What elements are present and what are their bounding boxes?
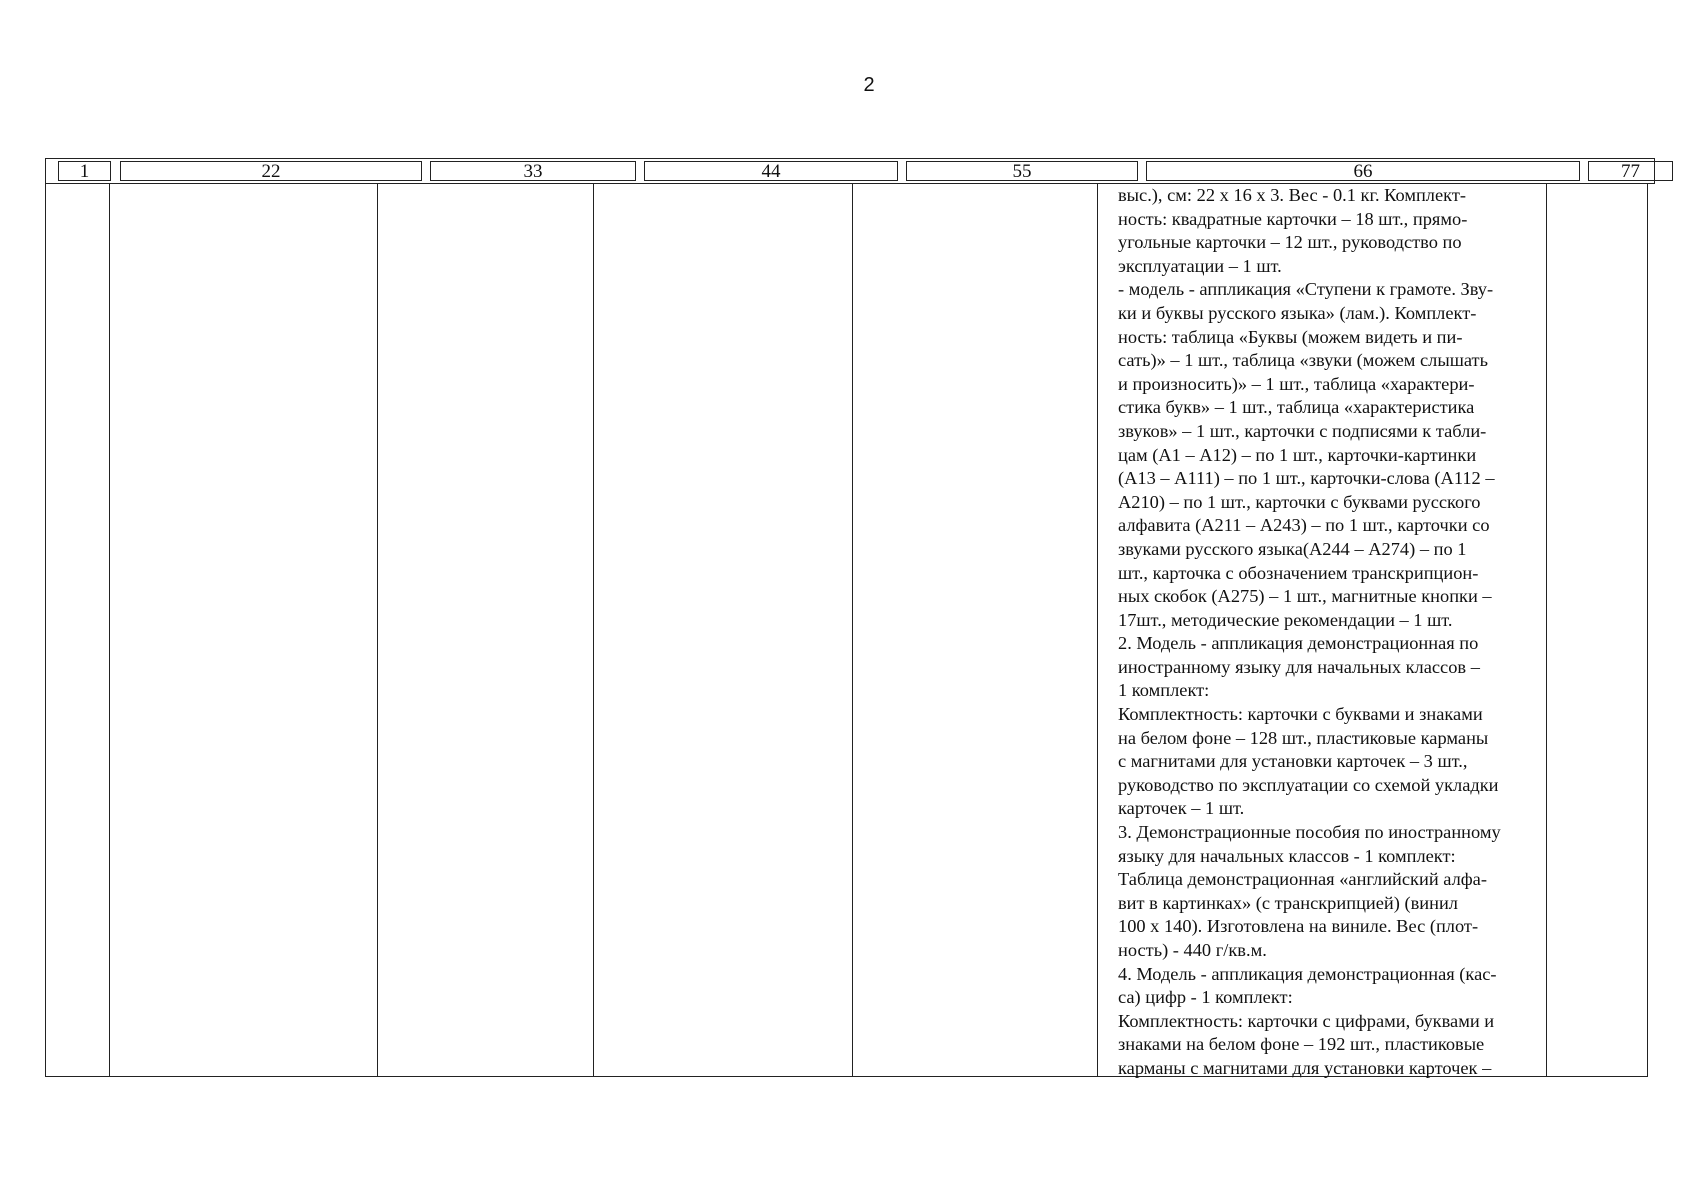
- description-line: А210) – по 1 шт., карточки с буквами русского: [1118, 491, 1481, 512]
- column-divider: [852, 184, 853, 1076]
- description-line: знаками на белом фоне – 192 шт., пластиковые: [1118, 1034, 1485, 1055]
- description-line: звуками русского языка(А244 – А274) – по 1: [1118, 538, 1467, 559]
- column-divider: [377, 184, 378, 1076]
- description-line: (А13 – А111) – по 1 шт., карточки-слова (А112 –: [1118, 468, 1495, 489]
- description-line: руководство по эксплуатации со схемой укладки: [1118, 774, 1499, 795]
- description-line: языку для начальных классов - 1 комплект:: [1118, 845, 1456, 866]
- header-cell-7: 77: [1588, 161, 1673, 181]
- description-line: са) цифр - 1 комплект:: [1118, 987, 1293, 1008]
- description-line: ки и буквы русского языка» (лам.). Комплект-: [1118, 302, 1477, 323]
- table-body-row: [45, 184, 1648, 1077]
- description-line: шт., карточка с обозначением транскрипцион-: [1118, 562, 1479, 583]
- description-line: сать)» – 1 шт., таблица «звуки (можем слышать: [1118, 350, 1488, 371]
- description-line: угольные карточки – 12 шт., руководство по: [1118, 232, 1462, 253]
- column-divider: [1097, 184, 1098, 1076]
- description-line: карманы с магнитами для установки карточек –: [1118, 1057, 1492, 1078]
- table-header-row: [45, 158, 1655, 184]
- header-cell-2: 22: [120, 161, 422, 181]
- description-line: эксплуатации – 1 шт.: [1118, 255, 1282, 276]
- description-line: 2. Модель - аппликация демонстрационная по: [1118, 633, 1479, 654]
- header-cell-5: 55: [906, 161, 1138, 181]
- description-line: ных скобок (А275) – 1 шт., магнитные кнопки –: [1118, 586, 1492, 607]
- description-line: Комплектность: карточки с буквами и знаками: [1118, 704, 1483, 725]
- description-line: и произносить)» – 1 шт., таблица «характери-: [1118, 373, 1475, 394]
- header-cell-1: 1: [58, 161, 111, 181]
- column-divider: [109, 184, 110, 1076]
- description-line: цам (А1 – А12) – по 1 шт., карточки-картинки: [1118, 444, 1477, 465]
- description-line: с магнитами для установки карточек – 3 шт.,: [1118, 751, 1468, 772]
- description-line: 1 комплект:: [1118, 680, 1210, 701]
- description-line: ность: таблица «Буквы (можем видеть и пи-: [1118, 326, 1463, 347]
- description-line: выс.), см: 22 x 16 x 3. Вес - 0.1 кг. Комплект-: [1118, 185, 1467, 205]
- spec-table: [45, 158, 1648, 1077]
- description-line: вит в картинках» (с транскрипцией) (винил: [1118, 892, 1458, 913]
- page-number: 2: [863, 74, 875, 96]
- description-line: стика букв» – 1 шт., таблица «характеристика: [1118, 397, 1475, 418]
- description-line: 3. Демонстрационные пособия по иностранному: [1118, 822, 1501, 843]
- description-line: - модель - аппликация «Ступени к грамоте. Зву-: [1118, 279, 1494, 300]
- header-cell-6: 66: [1146, 161, 1580, 181]
- description-line: Таблица демонстрационная «английский алфа-: [1118, 869, 1487, 890]
- header-cell-4: 44: [644, 161, 898, 181]
- description-line: иностранному языку для начальных классов –: [1118, 656, 1480, 677]
- description-line: ность) - 440 г/кв.м.: [1118, 940, 1267, 960]
- column-divider: [593, 184, 594, 1076]
- description-line: 4. Модель - аппликация демонстрационная (кас-: [1118, 963, 1497, 984]
- description-line: ность: квадратные карточки – 18 шт., прямо-: [1118, 208, 1468, 229]
- header-cell-3: 33: [430, 161, 636, 181]
- description-line: 17шт., методические рекомендации – 1 шт.: [1118, 609, 1453, 630]
- description-line: звуков» – 1 шт., карточки с подписями к табли-: [1118, 420, 1487, 441]
- description-line: 100 х 140). Изготовлена на виниле. Вес (плот-: [1118, 916, 1479, 937]
- description-line: карточек – 1 шт.: [1118, 798, 1245, 819]
- column-6-description: [1112, 184, 1553, 1081]
- description-line: на белом фоне – 128 шт., пластиковые карманы: [1118, 727, 1489, 748]
- description-line: алфавита (А211 – А243) – по 1 шт., карточки со: [1118, 515, 1490, 536]
- description-line: Комплектность: карточки с цифрами, буквами и: [1118, 1010, 1495, 1031]
